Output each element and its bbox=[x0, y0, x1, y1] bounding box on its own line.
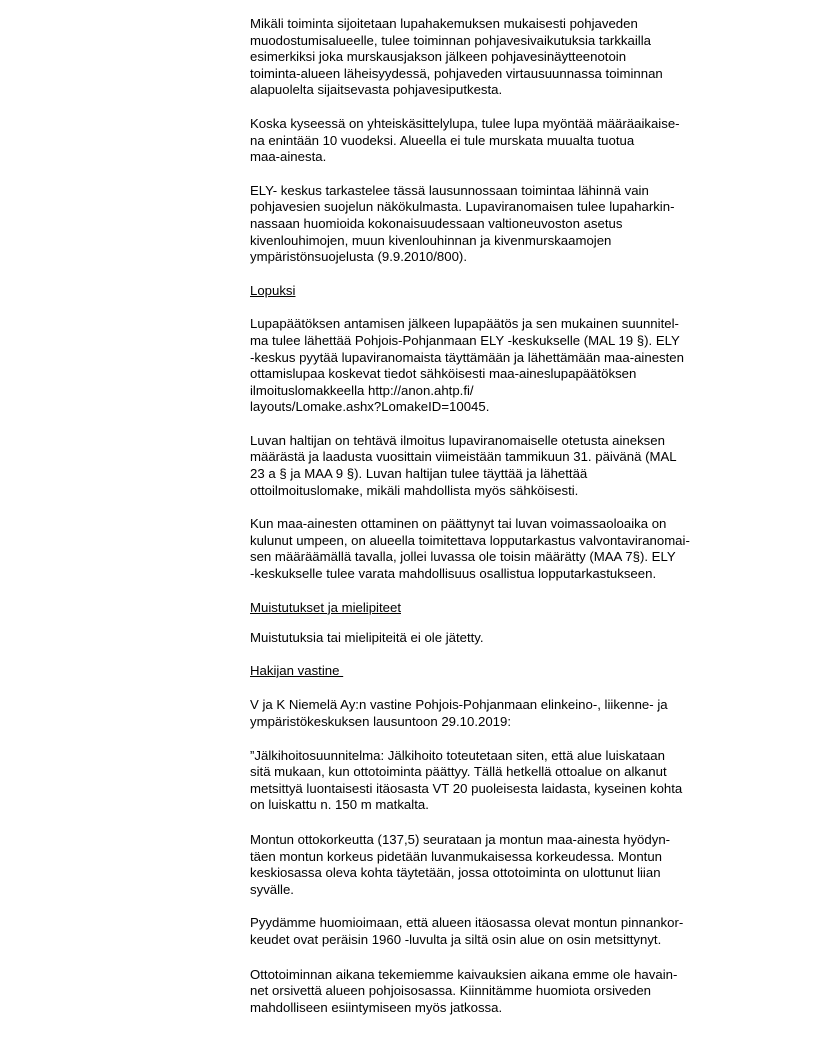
paragraph bbox=[250, 748, 740, 814]
paragraph bbox=[250, 433, 740, 499]
text-line: Muistutukset ja mielipiteet bbox=[250, 599, 401, 615]
text-line: Muistutuksia tai mielipiteitä ei ole jätetty. bbox=[250, 630, 484, 646]
text-line: ilmoituslomakkeella http://anon.ahtp.fi/ bbox=[250, 382, 474, 398]
text-line: nassaan huomioida kokonaisuudessaan valtioneuvoston asetus bbox=[250, 215, 623, 231]
text-line: net orsivettä alueen pohjoisosassa. Kiinnitämme huomiota orsiveden bbox=[250, 983, 651, 999]
paragraph bbox=[250, 316, 740, 416]
text-line: määrästä ja laadusta vuosittain viimeistään tammikuun 31. päivänä (MAL bbox=[250, 449, 677, 465]
text-line: ”Jälkihoitosuunnitelma: Jälkihoito toteutetaan siten, että alue luiskataan bbox=[250, 747, 665, 763]
paragraph bbox=[250, 630, 740, 647]
text-line: toiminta-alueen läheisyydessä, pohjaveden virtausuunnassa toiminnan bbox=[250, 65, 663, 81]
text-line: maa-ainesta. bbox=[250, 149, 327, 165]
paragraph bbox=[250, 116, 740, 166]
text-line: ympäristönsuojelusta (9.9.2010/800). bbox=[250, 249, 467, 265]
text-line: ottoilmoituslomake, mikäli mahdollista myös sähköisesti. bbox=[250, 482, 579, 498]
text-line: Mikäli toiminta sijoitetaan lupahakemuksen mukaisesti pohjaveden bbox=[250, 16, 638, 31]
text-line: -keskukselle tulee varata mahdollisuus osallistua lopputarkastukseen. bbox=[250, 566, 657, 582]
text-line: sen määräämällä tavalla, jollei luvassa ole toisin määrätty (MAA 7§). ELY bbox=[250, 549, 676, 565]
text-line: Lopuksi bbox=[250, 282, 296, 298]
paragraph bbox=[250, 16, 740, 99]
text-line: Luvan haltijan on tehtävä ilmoitus lupaviranomaiselle otetusta aineksen bbox=[250, 432, 665, 448]
text-line: keudet ovat peräisin 1960 -luvulta ja siltä osin alue on osin metsittynyt. bbox=[250, 931, 662, 947]
text-line: alapuolelta sijaitsevasta pohjavesiputkesta. bbox=[250, 82, 503, 98]
text-line: Lupapäätöksen antamisen jälkeen lupapäätös ja sen mukainen suunnitel- bbox=[250, 316, 679, 332]
text-line: Pyydämme huomioimaan, että alueen itäosassa olevat montun pinnankor- bbox=[250, 915, 684, 931]
text-line: ma tulee lähettää Pohjois-Pohjanmaan ELY -keskukselle (MAL 19 §). ELY bbox=[250, 332, 680, 348]
text-line: esimerkiksi joka murskausjakson jälkeen pohjavesinäytteenotoin bbox=[250, 49, 627, 65]
text-line: kulunut umpeen, on alueella toimitettava lopputarkastus valvontaviranomai- bbox=[250, 532, 690, 548]
text-line: na enintään 10 vuodeksi. Alueella ei tule murskata muualta tuotua bbox=[250, 132, 635, 148]
paragraph bbox=[250, 915, 740, 948]
underlined-section-heading bbox=[250, 663, 740, 680]
paragraph bbox=[250, 967, 740, 1017]
text-line: Montun ottokorkeutta (137,5) seurataan ja montun maa-ainesta hyödyn- bbox=[250, 831, 671, 847]
text-line: Kun maa-ainesten ottaminen on päättynyt tai luvan voimassaoloaika on bbox=[250, 516, 667, 532]
text-line: sitä mukaan, kun ottotoiminta päättyy. Tällä hetkellä ottoalue on alkanut bbox=[250, 764, 667, 780]
text-line: metsittyä luontaisesti itäosasta VT 20 puoleisesta laidasta, kyseinen kohta bbox=[250, 780, 683, 796]
paragraph bbox=[250, 697, 740, 730]
text-line: ELY- keskus tarkastelee tässä lausunnossaan toimintaa lähinnä vain bbox=[250, 182, 649, 198]
text-line: -keskus pyytää lupaviranomaista täyttämään ja lähettämään maa-ainesten bbox=[250, 349, 684, 365]
text-line: Koska kyseessä on yhteiskäsittelylupa, tulee lupa myöntää määräaikaise- bbox=[250, 115, 680, 131]
paragraph bbox=[250, 183, 740, 266]
document-page bbox=[250, 16, 740, 1016]
text-line: kivenlouhimojen, muun kivenlouhinnan ja kivenmurskaamojen bbox=[250, 232, 612, 248]
paragraph bbox=[250, 516, 740, 582]
text-line: 23 a § ja MAA 9 §). Luvan haltijan tulee täyttää ja lähettää bbox=[250, 466, 588, 482]
underlined-section-heading bbox=[250, 600, 740, 617]
text-line: keskiosassa oleva kohta täytetään, jossa ottotoiminta on ulottunut liian bbox=[250, 865, 661, 881]
text-line: ympäristökeskuksen lausuntoon 29.10.2019: bbox=[250, 714, 511, 729]
text-line: täen montun korkeus pidetään luvanmukaisessa korkeudessa. Montun bbox=[250, 848, 662, 864]
text-line: V ja K Niemelä Ay:n vastine Pohjois-Pohjanmaan elinkeino-, liikenne- ja bbox=[250, 697, 668, 713]
text-line: muodostumisalueelle, tulee toiminnan pohjavesivaikutuksia tarkkailla bbox=[250, 32, 651, 48]
text-line: Hakijan vastine bbox=[250, 662, 344, 678]
section-heading bbox=[250, 283, 740, 300]
text-line: Ottotoiminnan aikana tekemiemme kaivauksien aikana emme ole havain- bbox=[250, 966, 678, 982]
text-line: on luiskattu n. 150 m matkalta. bbox=[250, 797, 429, 813]
text-line: layouts/Lomake.ashx?LomakeID=10045. bbox=[250, 399, 490, 415]
text-line: mahdolliseen esiintymiseen myös jatkossa. bbox=[250, 999, 503, 1015]
text-line: pohjavesien suojelun näkökulmasta. Lupaviranomaisen tulee lupaharkin- bbox=[250, 199, 675, 215]
paragraph bbox=[250, 832, 740, 898]
text-line: ottamislupaa koskevat tiedot sähköisesti maa-aineslupapäätöksen bbox=[250, 366, 637, 382]
text-line: syvälle. bbox=[250, 881, 294, 897]
